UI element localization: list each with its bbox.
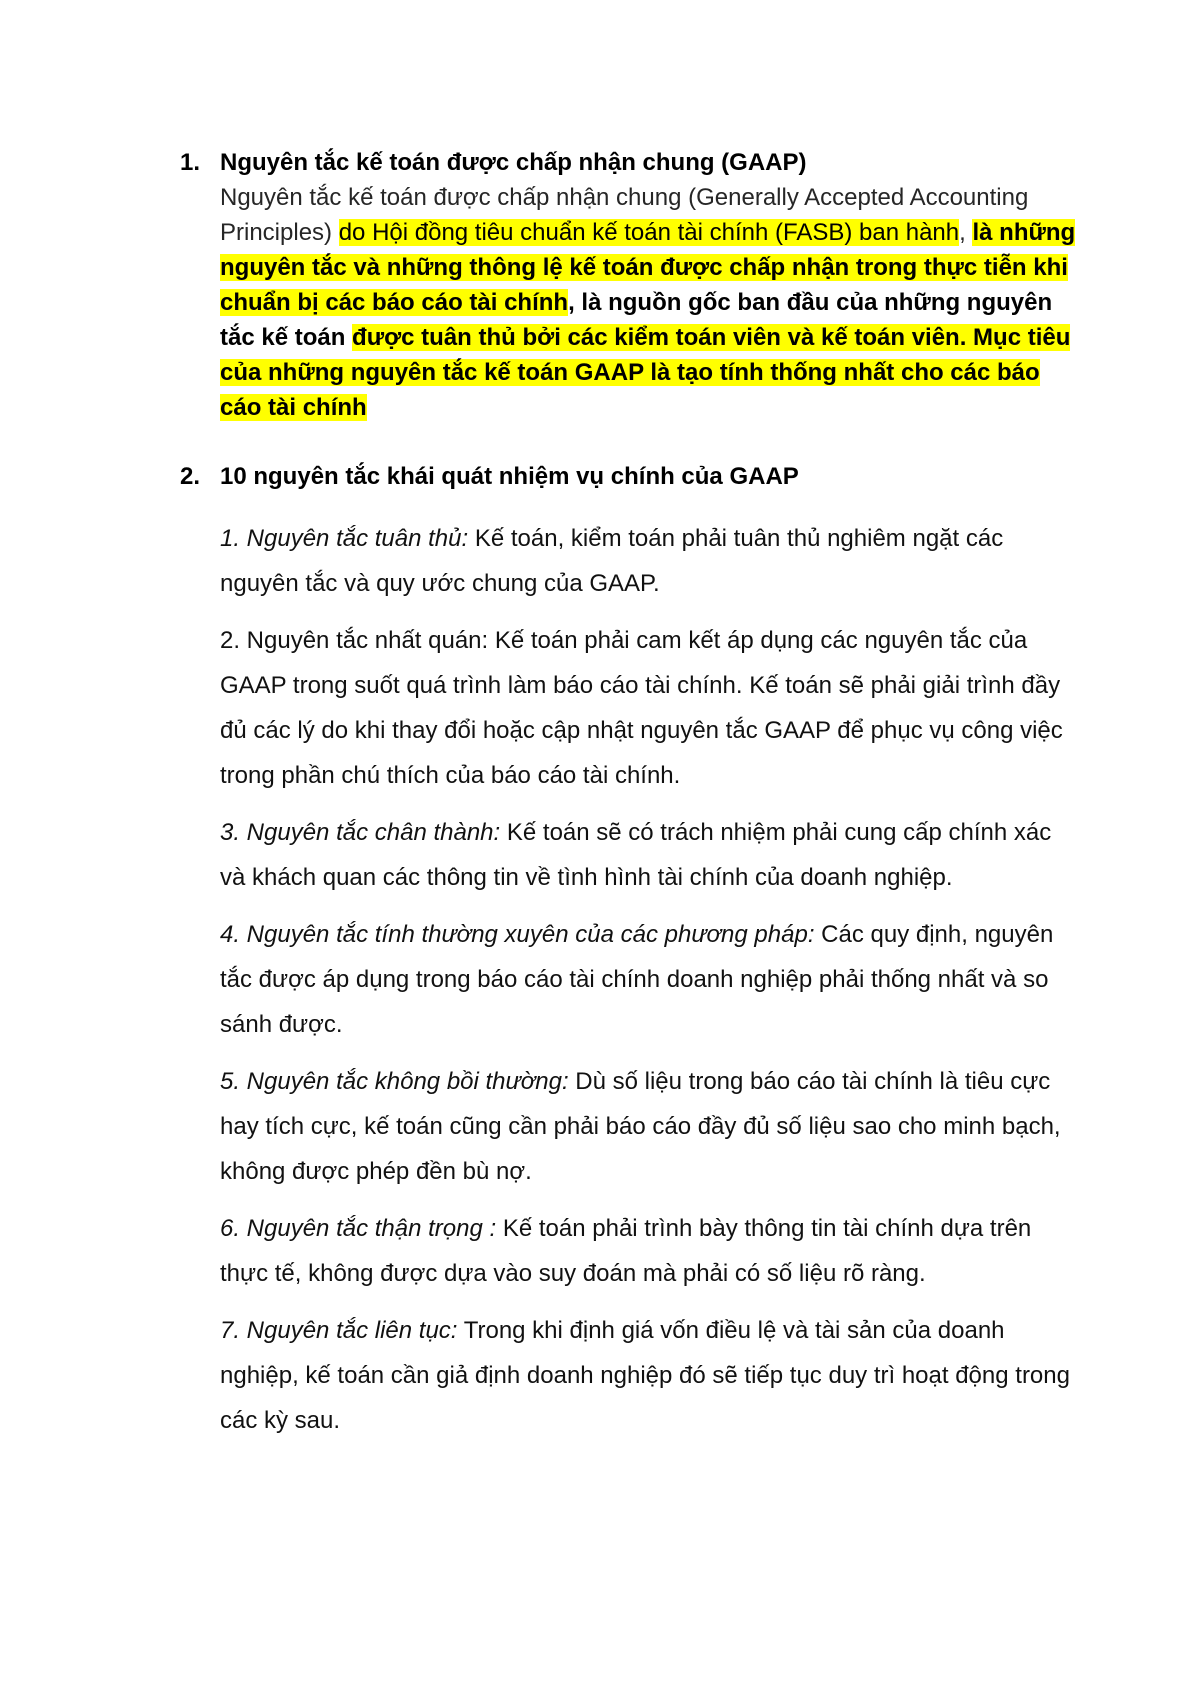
section-number: 1.	[180, 149, 201, 176]
section-number: 2.	[180, 463, 201, 490]
principle-title: 3. Nguyên tắc chân thành:	[220, 819, 501, 846]
principle-text: 2. Nguyên tắc nhất quán: Kế toán phải cam kết áp dụng các nguyên tắc của GAAP trong suốt quá trình làm báo cáo tài chính. Kế toán sẽ phải giải trình đầy đủ các lý do khi thay đổi hoặc cập nhật nguyên tắc GAAP để phục vụ công việc trong phần chú thích của báo cáo tài chính.	[220, 627, 1063, 789]
principle-title: 1. Nguyên tắc tuân thủ:	[220, 525, 469, 552]
intro-text: Nguyên tắc kế toán được chấp nhận chung (Generally Accepted Accounting Principles)	[220, 184, 1029, 246]
section-heading	[180, 460, 1080, 494]
principle-text: Dù số liệu trong báo cáo tài chính là tiêu cực hay tích cực, kế toán cũng cần phải báo cáo đầy đủ số liệu sao cho minh bạch, không được phép đền bù nợ.	[220, 1068, 1061, 1185]
principle-title: 7. Nguyên tắc liên tục:	[220, 1317, 458, 1344]
principle-text: Kế toán sẽ có trách nhiệm phải cung cấp chính xác và khách quan các thông tin về tình hình tài chính của doanh nghiệp.	[220, 819, 1052, 891]
principle-item	[180, 1059, 1080, 1194]
section-intro-paragraph	[180, 180, 1080, 425]
principle-title: 4. Nguyên tắc tính thường xuyên của các phương pháp:	[220, 921, 815, 948]
highlighted-bold-text: là những nguyên tắc và những thông lệ kế toán được chấp nhận trong thực tiễn khi chuẩn bị các báo cáo tài chính	[220, 219, 1076, 316]
principle-item	[180, 912, 1080, 1047]
principle-text: Các quy định, nguyên tắc được áp dụng trong báo cáo tài chính doanh nghiệp phải thống nhất và so sánh được.	[220, 921, 1054, 1038]
principle-item	[180, 810, 1080, 900]
section-title: 10 nguyên tắc khái quát nhiệm vụ chính của GAAP	[220, 463, 799, 490]
section-title: Nguyên tắc kế toán được chấp nhận chung (GAAP)	[220, 149, 807, 176]
principle-title: 6. Nguyên tắc thận trọng :	[220, 1215, 497, 1242]
section-gaap-definition	[180, 146, 1080, 425]
principle-item	[180, 1206, 1080, 1296]
principle-item	[180, 1308, 1080, 1443]
section-gaap-principles	[180, 460, 1080, 1455]
principle-text: Kế toán phải trình bày thông tin tài chính dựa trên thực tế, không được dựa vào suy đoán mà phải có số liệu rõ ràng.	[220, 1215, 1032, 1287]
principle-item	[180, 618, 1080, 798]
intro-separator: ,	[959, 219, 973, 246]
principle-item	[180, 516, 1080, 606]
principle-text: Kế toán, kiểm toán phải tuân thủ nghiêm ngặt các nguyên tắc và quy ước chung của GAAP.	[220, 525, 1004, 597]
bold-text: , là nguồn gốc ban đầu của những nguyên tắc kế toán	[220, 289, 1053, 351]
highlighted-text: do Hội đồng tiêu chuẩn kế toán tài chính (FASB) ban hành	[338, 219, 960, 246]
highlighted-bold-text: được tuân thủ bởi các kiểm toán viên và kế toán viên. Mục tiêu của những nguyên tắc kế toán GAAP là tạo tính thống nhất cho các báo cáo tài chính	[220, 324, 1071, 421]
principle-text: Trong khi định giá vốn điều lệ và tài sản của doanh nghiệp, kế toán cần giả định doanh nghiệp đó sẽ tiếp tục duy trì hoạt động trong các kỳ sau.	[220, 1317, 1070, 1434]
principle-title: 5. Nguyên tắc không bồi thường:	[220, 1068, 569, 1095]
section-heading	[180, 146, 1080, 180]
